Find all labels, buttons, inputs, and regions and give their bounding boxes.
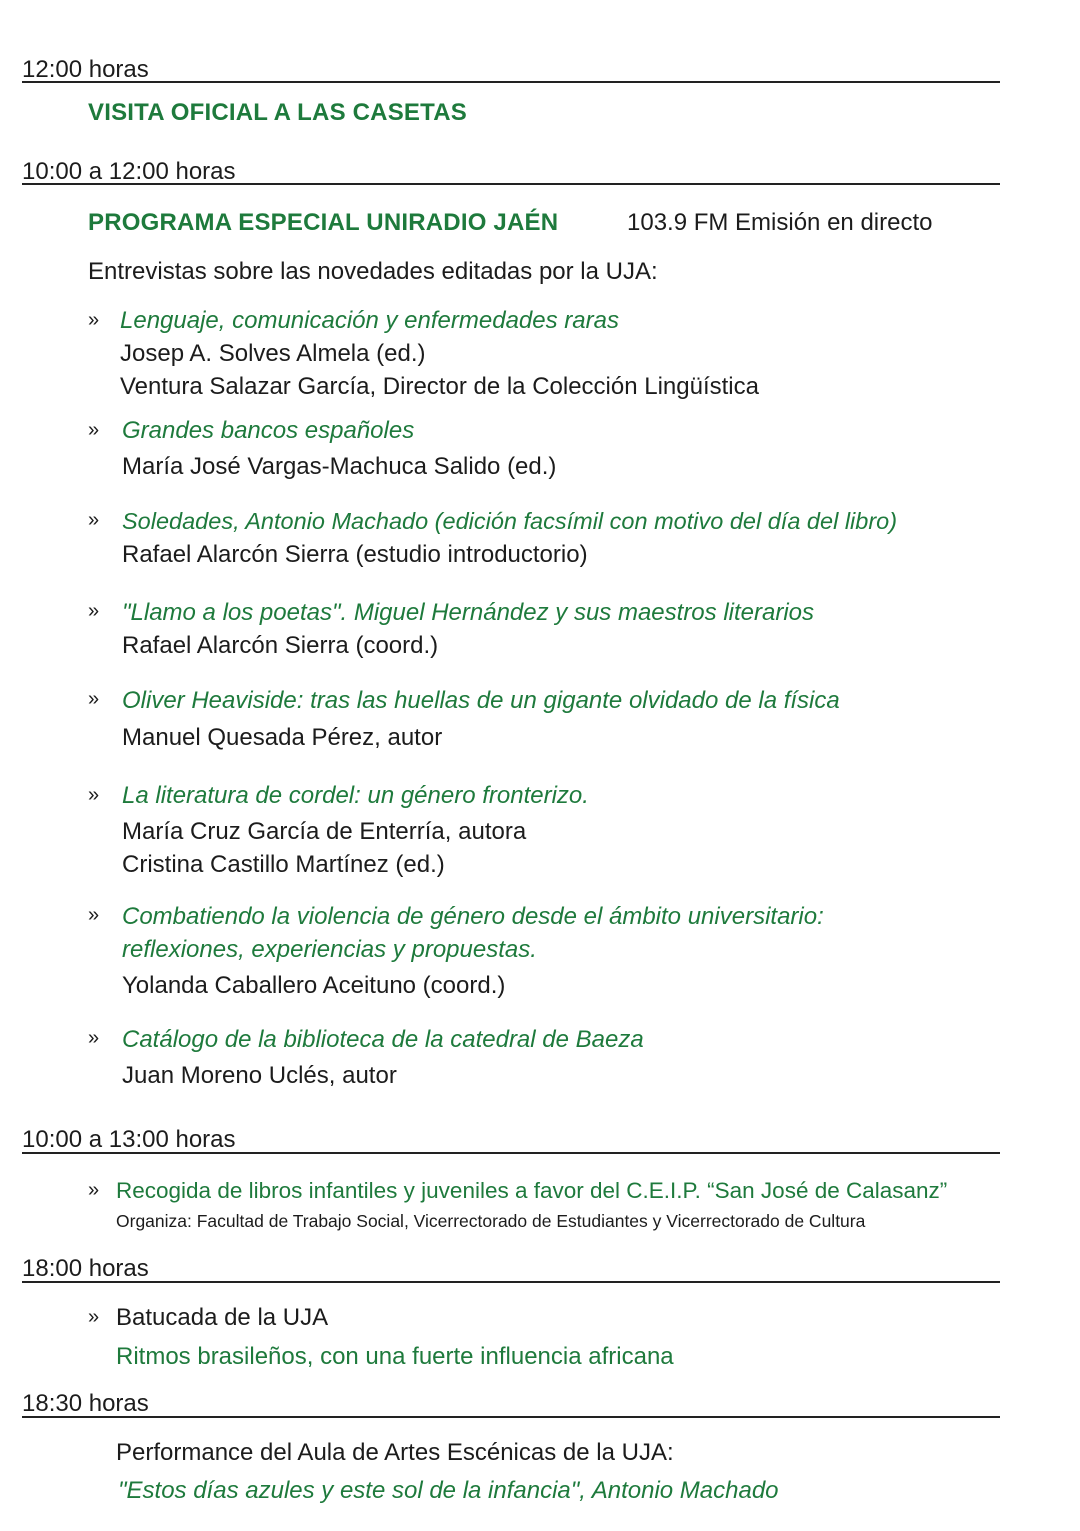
book-title: Soledades, Antonio Machado (edición facsímil con motivo del día del libro)	[122, 508, 898, 534]
bullet-icon: »	[88, 1027, 100, 1049]
bullet-icon: »	[88, 904, 100, 926]
book-title-continued: reflexiones, experiencias y propuestas.	[122, 936, 537, 963]
activity-detail: "Estos días azules y este sol de la infancia", Antonio Machado	[118, 1477, 779, 1504]
book-title: Catálogo de la biblioteca de la catedral de Baeza	[122, 1026, 644, 1053]
bullet-icon: »	[88, 600, 100, 622]
book-credit: María José Vargas-Machuca Salido (ed.)	[122, 453, 557, 480]
bullet-icon: »	[88, 419, 100, 441]
activity-title: Recogida de libros infantiles y juveniles a favor del C.E.I.P. “San José de Calasanz”	[116, 1178, 948, 1203]
session-time: 18:30 horas	[22, 1390, 149, 1417]
book-credit: María Cruz García de Enterría, autora	[122, 818, 527, 845]
activity-organizer: Organiza: Facultad de Trabajo Social, Vicerrectorado de Estudiantes y Vicerrectorado de Cultura	[116, 1211, 866, 1231]
book-credit: Ventura Salazar García, Director de la Colección Lingüística	[120, 373, 759, 400]
book-credit: Manuel Quesada Pérez, autor	[122, 724, 443, 751]
book-credit: Josep A. Solves Almela (ed.)	[120, 340, 426, 367]
book-credit: Rafael Alarcón Sierra (coord.)	[122, 632, 439, 659]
session-time: 10:00 a 13:00 horas	[22, 1126, 236, 1153]
bullet-icon: »	[88, 784, 100, 806]
session-time: 12:00 horas	[22, 56, 149, 83]
book-title: Lenguaje, comunicación y enfermedades raras	[120, 307, 619, 334]
book-title: Oliver Heaviside: tras las huellas de un gigante olvidado de la física	[122, 687, 840, 714]
book-credit: Yolanda Caballero Aceituno (coord.)	[122, 972, 506, 999]
bullet-icon: »	[88, 1306, 100, 1328]
bullet-icon: »	[88, 309, 100, 331]
book-title: Combatiendo la violencia de género desde el ámbito universitario:	[122, 903, 824, 930]
bullet-icon: »	[88, 1179, 100, 1201]
section-divider	[22, 183, 1000, 185]
book-credit: Juan Moreno Uclés, autor	[122, 1062, 397, 1089]
book-credit: Rafael Alarcón Sierra (estudio introductorio)	[122, 541, 588, 568]
session-title: PROGRAMA ESPECIAL UNIRADIO JAÉN	[88, 209, 559, 236]
activity-title: Batucada de la UJA	[116, 1304, 329, 1331]
section-divider	[22, 1416, 1000, 1418]
section-divider	[22, 1152, 1000, 1154]
bullet-icon: »	[88, 509, 100, 531]
session-time: 10:00 a 12:00 horas	[22, 158, 236, 185]
book-credit: Cristina Castillo Martínez (ed.)	[122, 851, 445, 878]
session-title: VISITA OFICIAL A LAS CASETAS	[88, 99, 467, 126]
session-title-extra: 103.9 FM Emisión en directo	[627, 209, 933, 236]
book-title: La literatura de cordel: un género fronterizo.	[122, 782, 589, 809]
session-time: 18:00 horas	[22, 1255, 149, 1282]
session-intro: Entrevistas sobre las novedades editadas por la UJA:	[88, 258, 658, 285]
activity-detail: Ritmos brasileños, con una fuerte influencia africana	[116, 1343, 674, 1370]
section-divider	[22, 81, 1000, 83]
book-title: Grandes bancos españoles	[122, 417, 415, 444]
activity-title: Performance del Aula de Artes Escénicas de la UJA:	[116, 1439, 674, 1466]
bullet-icon: »	[88, 688, 100, 710]
section-divider	[22, 1281, 1000, 1283]
book-title: "Llamo a los poetas". Miguel Hernández y sus maestros literarios	[122, 599, 815, 626]
